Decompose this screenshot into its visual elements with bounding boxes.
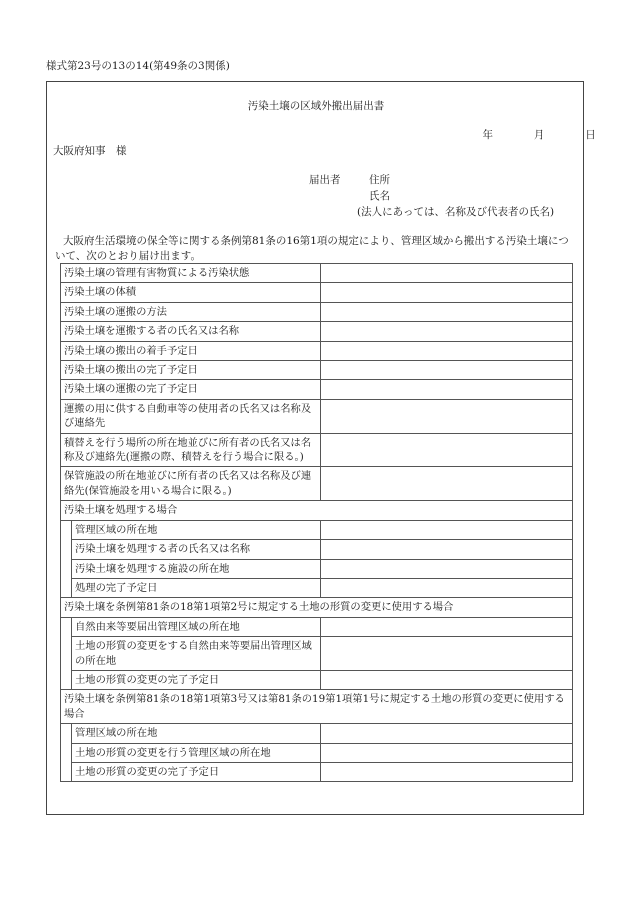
indent-cell (61, 559, 72, 578)
row-value-cell[interactable] (321, 283, 573, 302)
form-frame (46, 81, 596, 815)
table-row (61, 743, 573, 762)
form-table (60, 263, 573, 782)
row-value-cell[interactable] (321, 670, 573, 689)
table-row (61, 520, 573, 539)
date-month-label: 月 (533, 129, 545, 141)
row-value-cell[interactable] (321, 520, 573, 539)
row-value-cell[interactable] (321, 637, 573, 671)
row-label: 管理区域の所在地 (72, 724, 321, 743)
table-row (61, 578, 573, 597)
row-value-cell[interactable] (321, 264, 573, 283)
row-label: 汚染土壌を処理する者の氏名又は名称 (72, 540, 321, 559)
section-title-article19: 汚染土壌を条例第81条の18第1項第3号又は第81条の19第1項第1号に規定する土地の形質の変更に使用する場合 (61, 690, 573, 724)
address-field-label: 住所 (369, 174, 390, 186)
row-label: 汚染土壌を処理する施設の所在地 (72, 559, 321, 578)
row-value-cell[interactable] (321, 361, 573, 380)
section-header-row (61, 690, 573, 724)
table-row (61, 264, 573, 283)
indent-cell (61, 724, 72, 743)
row-value-cell[interactable] (321, 341, 573, 360)
table-row (61, 467, 573, 501)
date-day-field[interactable] (548, 129, 596, 142)
section-header-row (61, 501, 573, 520)
row-label: 管理区域の所在地 (72, 520, 321, 539)
table-row (61, 670, 573, 689)
indent-cell (61, 670, 72, 689)
indent-cell (61, 540, 72, 559)
row-label: 土地の形質の変更をする自然由来等要届出管理区域の所在地 (72, 637, 321, 671)
table-row (61, 617, 573, 636)
row-label: 土地の形質の変更の完了予定日 (72, 670, 321, 689)
document-title: 汚染土壌の区域外搬出届出書 (247, 100, 385, 112)
table-row (61, 540, 573, 559)
row-value-cell[interactable] (321, 743, 573, 762)
table-row (61, 559, 573, 578)
table-row (61, 341, 573, 360)
date-year-field[interactable] (447, 129, 493, 142)
date-year-label: 年 (482, 129, 493, 141)
section-header-row (61, 598, 573, 617)
row-value-cell[interactable] (321, 433, 573, 467)
row-label: 汚染土壌を運搬する者の氏名又は名称 (61, 322, 321, 341)
addressee: 大阪府知事 様 (53, 145, 127, 157)
date-month-field[interactable] (496, 129, 544, 142)
row-value-cell[interactable] (321, 302, 573, 321)
indent-cell (61, 617, 72, 636)
row-value-cell[interactable] (321, 467, 573, 501)
indent-cell (61, 637, 72, 671)
row-label: 土地の形質の変更の完了予定日 (72, 762, 321, 781)
table-row (61, 302, 573, 321)
corporate-name-note: (法人にあっては、名称及び代表者の氏名) (357, 206, 555, 218)
row-value-cell[interactable] (321, 399, 573, 433)
table-row (61, 283, 573, 302)
row-label: 土地の形質の変更を行う管理区域の所在地 (72, 743, 321, 762)
row-value-cell[interactable] (321, 380, 573, 399)
table-row (61, 322, 573, 341)
table-row (61, 433, 573, 467)
table-row (61, 380, 573, 399)
notifier-label: 届出者 (309, 174, 341, 186)
section-title-article18: 汚染土壌を条例第81条の18第1項第2号に規定する土地の形質の変更に使用する場合 (61, 598, 573, 617)
table-row (61, 762, 573, 781)
row-label: 積替えを行う場所の所在地並びに所有者の氏名又は名称及び連絡先(運搬の際、積替えを行う場合に限る。) (61, 433, 321, 467)
name-field-label: 氏名 (369, 190, 390, 202)
indent-cell (61, 743, 72, 762)
row-value-cell[interactable] (321, 559, 573, 578)
table-row (61, 361, 573, 380)
row-label: 汚染土壌の体積 (61, 283, 321, 302)
form-number: 様式第23号の13の14(第49条の3関係) (46, 60, 230, 72)
indent-cell (61, 578, 72, 597)
body-text: 大阪府生活環境の保全等に関する条例第81条の16第1項の規定により、管理区域から搬出する汚染土壌について、次のとおり届け出ます。 (55, 235, 569, 263)
row-value-cell[interactable] (321, 540, 573, 559)
table-row (61, 399, 573, 433)
row-label: 汚染土壌の管理有害物質による汚染状態 (61, 264, 321, 283)
row-label: 保管施設の所在地並びに所有者の氏名又は名称及び連絡先(保管施設を用いる場合に限る。) (61, 467, 321, 501)
row-label: 汚染土壌の運搬の方法 (61, 302, 321, 321)
row-value-cell[interactable] (321, 617, 573, 636)
section-title-treatment: 汚染土壌を処理する場合 (61, 501, 573, 520)
row-label: 汚染土壌の搬出の着手予定日 (61, 341, 321, 360)
row-value-cell[interactable] (321, 578, 573, 597)
table-row (61, 724, 573, 743)
row-value-cell[interactable] (321, 322, 573, 341)
row-value-cell[interactable] (321, 762, 573, 781)
date-line (447, 129, 596, 142)
row-label: 汚染土壌の搬出の完了予定日 (61, 361, 321, 380)
table-row (61, 637, 573, 671)
date-day-label: 日 (585, 129, 596, 141)
row-label: 処理の完了予定日 (72, 578, 321, 597)
indent-cell (61, 762, 72, 781)
row-label: 自然由来等要届出管理区域の所在地 (72, 617, 321, 636)
row-value-cell[interactable] (321, 724, 573, 743)
row-label: 運搬の用に供する自動車等の使用者の氏名又は名称及び連絡先 (61, 399, 321, 433)
row-label: 汚染土壌の運搬の完了予定日 (61, 380, 321, 399)
indent-cell (61, 520, 72, 539)
